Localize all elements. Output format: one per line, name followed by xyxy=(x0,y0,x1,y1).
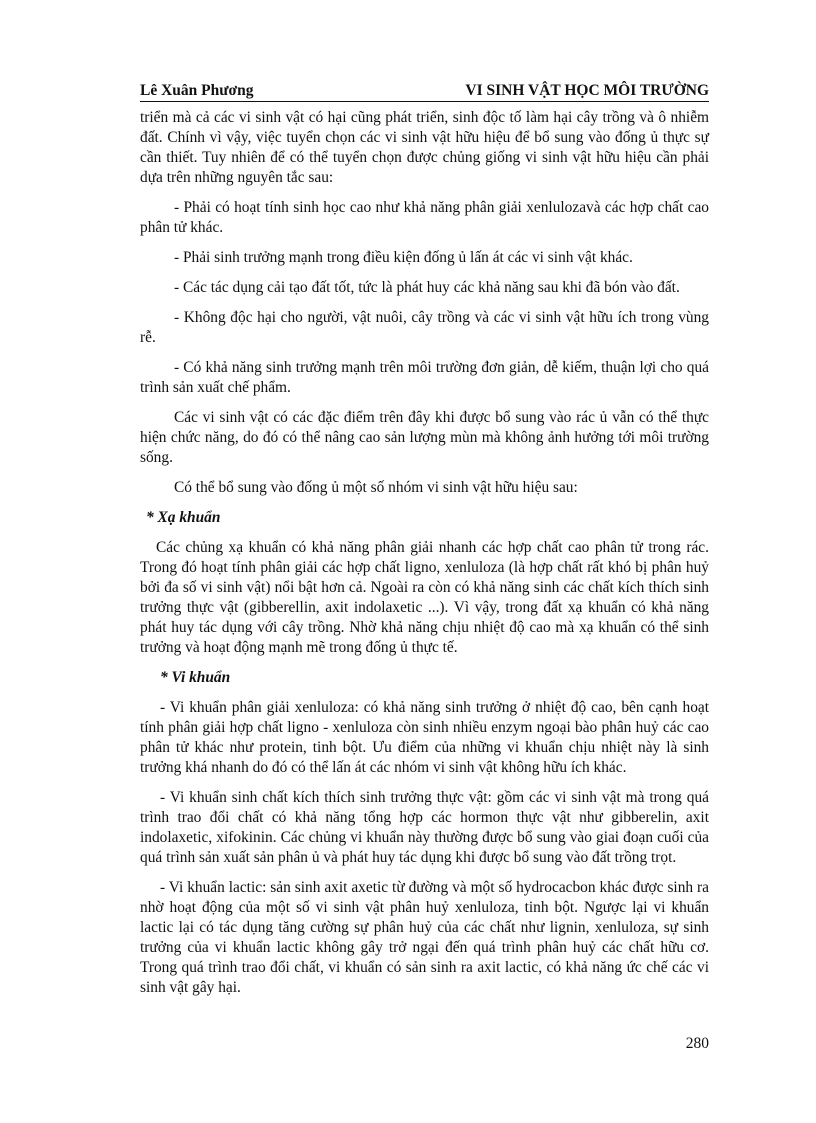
header-divider xyxy=(140,101,709,102)
principle-item-5: - Có khả năng sinh trưởng mạnh trên môi trường đơn giản, dễ kiếm, thuận lợi cho quá trình sản xuất chế phẩm. xyxy=(140,359,709,396)
principle-item-2: - Phải sinh trưởng mạnh trong điều kiện đống ủ lấn át các vi sinh vật khác. xyxy=(174,249,633,266)
paragraph-summary: Các vi sinh vật có các đặc điểm trên đây khi được bổ sung vào rác ủ vẫn có thể thực hiện chức năng, do đó có thể nâng cao sản lượng mùn mà không ảnh hưởng tới môi trường sống. xyxy=(140,409,709,466)
paragraph-growth-stimulant-bacteria: - Vi khuẩn sinh chất kích thích sinh trưởng thực vật: gồm các vi sinh vật mà trong quá trình trao đổi chất có khả năng tổng hợp các hormon thực vật như gibberelin, axit indolaxetic, xifokinin. Các chủng vi khuẩn này thường được bổ sung vào giai đoạn cuối của quá trình sản xuất sản phân ủ và phát huy tác dụng khi được bổ sung vào đất trồng trọt. xyxy=(140,789,709,866)
header-author: Lê Xuân Phương xyxy=(140,82,254,99)
page-body xyxy=(140,108,709,1008)
paragraph-lactic-bacteria: - Vi khuẩn lactic: sản sinh axit axetic từ đường và một số hydrocacbon khác được sinh ra nhờ hoạt động của một số vi sinh vật phân huỷ xenluloza, tinh bột. Ngược lại vi khuẩn lactic lại có tác dụng tăng cường sự phân huỷ của các chất như lignin, xenluloza, sự sinh trưởng của vi khuẩn lactic không gây trở ngại đến quá trình phân huỷ các chất hữu cơ. Trong quá trình trao đổi chất, vi khuẩn có sản sinh ra axit lactic, có khả năng ức chế các vi sinh vật gây hại. xyxy=(140,879,709,996)
page-number: 280 xyxy=(685,1035,709,1052)
paragraph-continuation: triển mà cả các vi sinh vật có hại cũng phát triển, sinh độc tố làm hại cây trồng và ô nhiễm đất. Chính vì vậy, việc tuyển chọn các vi sinh vật hữu hiệu để bổ sung vào đống ủ thực sự cần thiết. Tuy nhiên để có thể tuyển chọn được chủng giống vi sinh vật hữu hiệu cần phải dựa trên những nguyên tắc sau: xyxy=(140,109,709,186)
principle-item-3: - Các tác dụng cải tạo đất tốt, tức là phát huy các khả năng sau khi đã bón vào đất. xyxy=(174,279,680,296)
paragraph-intro-groups: Có thể bổ sung vào đống ủ một số nhóm vi sinh vật hữu hiệu sau: xyxy=(174,479,578,496)
section-heading-actinomycetes: * Xạ khuẩn xyxy=(146,509,221,526)
header-book-title: VI SINH VẬT HỌC MÔI TRƯỜNG xyxy=(465,82,709,99)
paragraph-actinomycetes: Các chủng xạ khuẩn có khả năng phân giải nhanh các hợp chất cao phân tử trong rác. Trong đó hoạt tính phân giải các hợp chất ligno, xenluloza (là hợp chất rất khó bị phân huỷ bởi đa số vi sinh vật) nổi bật hơn cả. Ngoài ra còn có khả năng sinh các chất kích thích sinh trưởng thực vật (gibberellin, axit indolaxetic ...). Vì vậy, trong đất xạ khuẩn có khả năng phát huy tác dụng với cây trồng. Nhờ khả năng chịu nhiệt độ cao mà xạ khuẩn có thể sinh trưởng và hoạt động mạnh mẽ trong đống ủ thực tế. xyxy=(140,539,709,656)
section-heading-bacteria: * Vi khuẩn xyxy=(160,669,231,686)
running-header xyxy=(140,76,709,100)
paragraph-cellulolytic-bacteria: - Vi khuẩn phân giải xenluloza: có khả năng sinh trưởng ở nhiệt độ cao, bên cạnh hoạt tính phân giải hợp chất ligno - xenluloza còn sinh nhiều enzym ngoại bào phân huỷ các cao phân tử khác như protein, tinh bột. Ưu điểm của những vi khuẩn chịu nhiệt này là sinh trưởng khá nhanh do đó có thể lấn át các nhóm vi sinh vật không hữu ích khác. xyxy=(140,699,709,776)
principle-item-4: - Không độc hại cho người, vật nuôi, cây trồng và các vi sinh vật hữu ích trong vùng rễ. xyxy=(140,309,709,346)
principle-item-1: - Phải có hoạt tính sinh học cao như khả năng phân giải xenlulozavà các hợp chất cao phân tử khác. xyxy=(140,199,709,236)
